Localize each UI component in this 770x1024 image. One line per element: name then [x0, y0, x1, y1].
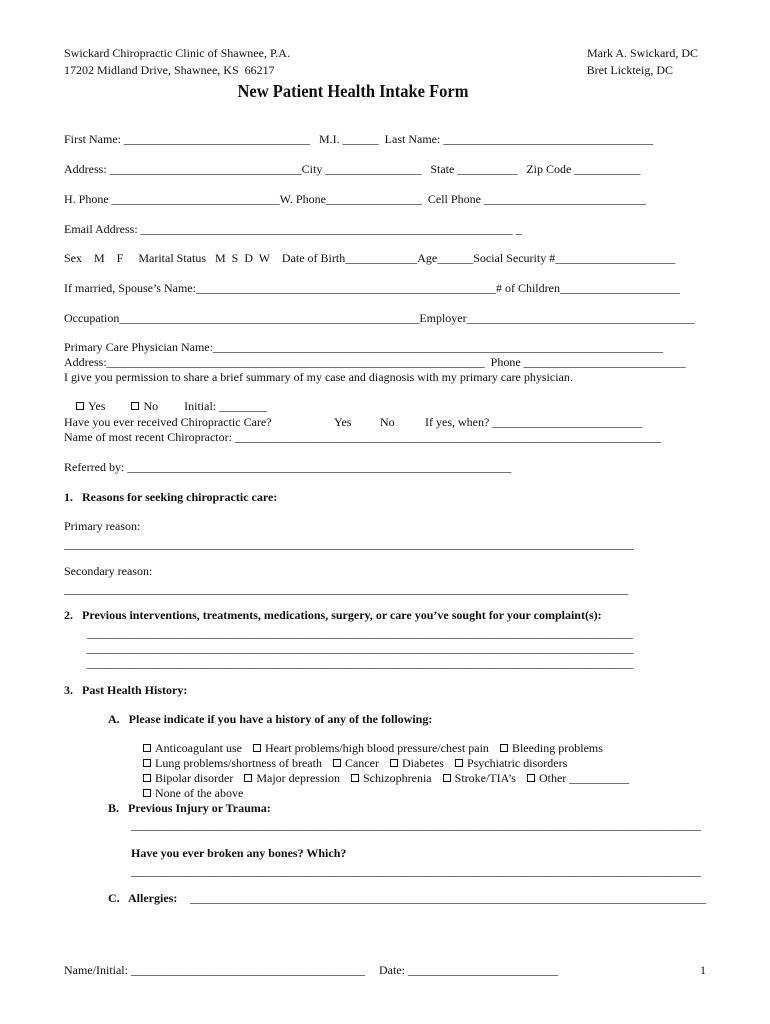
checkbox-icon [76, 402, 84, 410]
secondary-reason-line[interactable]: ______________________________________________________________________________________________ [64, 582, 628, 596]
history-item[interactable]: Anticoagulant use [143, 741, 242, 755]
checkbox-icon [351, 774, 359, 782]
referred-by-field[interactable]: Referred by: ________________________________________________________________ [64, 460, 512, 474]
broken-bones-question: Have you ever broken any bones? Which? [131, 846, 347, 860]
primary-reason-line[interactable]: _______________________________________________________________________________________________ [64, 537, 634, 551]
checkbox-icon [131, 402, 139, 410]
chiro-question: Have you ever received Chiropractic Care? [64, 415, 272, 429]
history-c-heading: C. Allergies: [108, 891, 178, 905]
history-item[interactable]: Lung problems/shortness of breath [143, 756, 322, 770]
history-item[interactable]: Stroke/TIA’s [443, 771, 516, 785]
doctor-1: Mark A. Swickard, DC [587, 46, 698, 60]
chiro-yes-option[interactable]: Yes [334, 415, 352, 429]
injury-line[interactable]: _______________________________________________________________________________________________ [131, 818, 701, 832]
address-fields[interactable]: Address: ________________________________City ________________ State __________ Zip Code ___________ [64, 162, 641, 176]
history-item[interactable]: Major depression [244, 771, 340, 785]
history-item[interactable]: Schizophrenia [351, 771, 432, 785]
yes-option[interactable]: Yes [76, 399, 105, 413]
history-item[interactable]: Bipolar disorder [143, 771, 233, 785]
page-number: 1 [700, 963, 706, 977]
section-2-heading: 2. Previous interventions, treatments, medications, surgery, or care you’ve sought for your complaint(s): [64, 608, 602, 622]
history-item[interactable]: Bleeding problems [500, 741, 603, 755]
history-item[interactable]: Heart problems/high blood pressure/chest pain [253, 741, 489, 755]
form-title: New Patient Health Intake Form [237, 81, 469, 101]
history-item[interactable]: None of the above [143, 786, 243, 800]
clinic-address: 17202 Midland Drive, Shawnee, KS 66217 [64, 63, 275, 77]
history-item[interactable]: Psychiatric disorders [455, 756, 567, 770]
spouse-fields[interactable]: If married, Spouse’s Name:__________________________________________________# of Children____________________ [64, 281, 680, 295]
checkbox-icon [244, 774, 252, 782]
demographics-fields[interactable]: Sex M F Marital Status M S D W Date of Birth____________Age______Social Security #____________________ [64, 251, 676, 265]
date-field[interactable]: Date: _________________________ [379, 963, 558, 977]
pcp-name-field[interactable]: Primary Care Physician Name:___________________________________________________________________________ [64, 340, 663, 354]
history-item[interactable]: Diabetes [390, 756, 444, 770]
secondary-reason-label: Secondary reason: [64, 564, 153, 578]
interventions-line[interactable]: ___________________________________________________________________________________________ [87, 626, 633, 640]
checkbox-icon [527, 774, 535, 782]
allergies-line[interactable]: _______________________________________________________________________________________________ [190, 891, 707, 905]
history-b-heading: B. Previous Injury or Trauma: [108, 801, 271, 815]
name-initial-field[interactable]: Name/Initial: _______________________________________ [64, 963, 365, 977]
checkbox-icon [143, 789, 151, 797]
permission-statement: I give you permission to share a brief summary of my case and diagnosis with my primary care physician. [64, 370, 573, 384]
section-3-heading: 3. Past Health History: [64, 683, 188, 697]
pcp-address-field[interactable]: Address:_______________________________________________________________ Phone ___________________________ [64, 355, 686, 369]
history-a-heading: A. Please indicate if you have a history of any of the following: [108, 712, 433, 726]
occupation-fields[interactable]: Occupation__________________________________________________Employer______________________________________ [64, 311, 695, 325]
interventions-line[interactable]: ___________________________________________________________________________________________ [87, 656, 633, 670]
interventions-line[interactable]: ___________________________________________________________________________________________ [87, 641, 633, 655]
history-item[interactable]: Cancer [333, 756, 379, 770]
history-item[interactable]: Other __________ [527, 771, 629, 785]
broken-bones-line[interactable]: _______________________________________________________________________________________________ [131, 864, 701, 878]
section-1-heading: 1. Reasons for seeking chiropractic care: [64, 490, 278, 504]
phone-fields[interactable]: H. Phone ____________________________W. Phone________________ Cell Phone ___________________________ [64, 192, 646, 206]
chiro-no-option[interactable]: No [380, 415, 395, 429]
checkbox-icon [443, 774, 451, 782]
doctor-2: Bret Lickteig, DC [586, 63, 673, 77]
name-fields[interactable]: First Name: _______________________________ M.I. ______ Last Name: ___________________________________ [64, 132, 654, 146]
primary-reason-label: Primary reason: [64, 519, 141, 533]
email-field[interactable]: Email Address: ______________________________________________________________ _ [64, 222, 522, 236]
no-option[interactable]: No [131, 399, 158, 413]
chiro-when-field[interactable]: If yes, when? _________________________ [425, 415, 643, 429]
clinic-name: Swickard Chiropractic Clinic of Shawnee, P.A. [64, 46, 290, 60]
initial-field[interactable]: Initial: ________ [184, 399, 268, 413]
recent-chiropractor-field[interactable]: Name of most recent Chiropractor: _______________________________________________________________________ [64, 430, 661, 444]
